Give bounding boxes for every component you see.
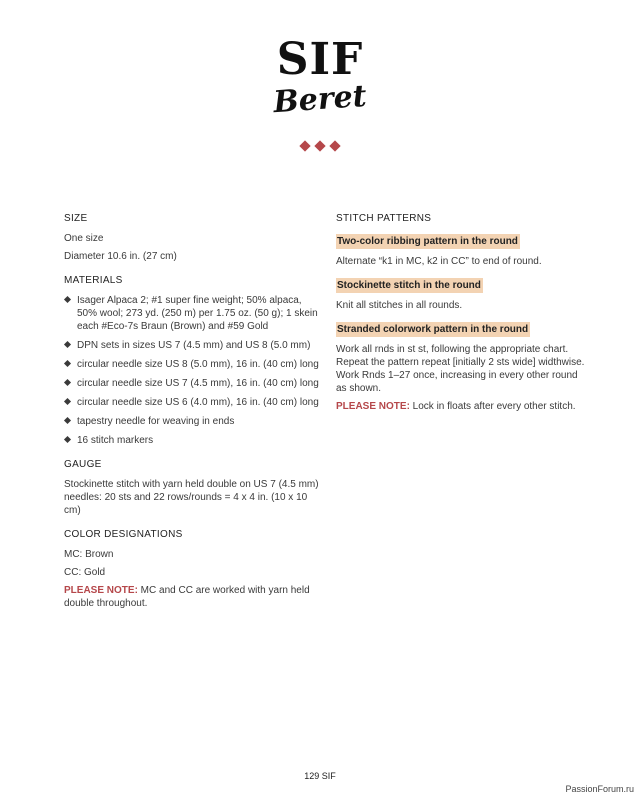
watermark: PassionForum.ru — [565, 784, 634, 794]
list-item — [64, 294, 320, 333]
color-designations-section — [64, 528, 320, 610]
materials-item-text: DPN sets in sizes US 7 (4.5 mm) and US 8 (5.0 mm) — [77, 340, 311, 351]
materials-item-text: tapestry needle for weaving in ends — [77, 416, 235, 427]
pattern-title: Stockinette stitch in the round — [337, 280, 481, 291]
right-column — [336, 212, 586, 423]
list-item — [64, 339, 320, 352]
page-title: SIF — [276, 34, 364, 85]
stitch-patterns-heading: STITCH PATTERNS — [336, 213, 432, 224]
list-item — [64, 358, 320, 371]
materials-heading: MATERIALS — [64, 275, 123, 286]
bullet-diamond-icon — [64, 436, 71, 443]
materials-item-text: 16 stitch markers — [77, 435, 154, 446]
note-text: MC and CC are worked with yarn held double throughout. — [64, 585, 310, 609]
materials-item-text: circular needle size US 7 (4.5 mm), 16 in. (40 cm) long — [77, 378, 319, 389]
bullet-diamond-icon — [64, 417, 71, 424]
bullet-diamond-icon — [64, 341, 71, 348]
pattern-block — [336, 234, 586, 268]
diamond-icon — [299, 140, 310, 151]
size-line: One size — [64, 233, 104, 244]
mc-line: MC: Brown — [64, 549, 114, 560]
page-subtitle: Beret — [272, 78, 368, 121]
diamond-icon — [314, 140, 325, 151]
bullet-diamond-icon — [64, 398, 71, 405]
left-column — [64, 212, 320, 621]
list-item — [64, 396, 320, 409]
materials-section — [64, 274, 320, 447]
gauge-section — [64, 458, 320, 517]
pattern-block — [336, 322, 586, 413]
list-item — [64, 415, 320, 428]
bullet-diamond-icon — [64, 360, 71, 367]
note-text: Lock in floats after every other stitch. — [409, 401, 576, 412]
list-item — [64, 377, 320, 390]
materials-item-text: Isager Alpaca 2; #1 super fine weight; 50% alpaca, 50% wool; 273 yd. (250 m) per 1.75 oz. (50 g); 1 skein each #Eco-7s Braun (Brown) and #59 Gold — [77, 295, 318, 332]
size-section — [64, 212, 320, 263]
materials-list — [64, 294, 320, 447]
gauge-text: Stockinette stitch with yarn held double on US 7 (4.5 mm) needles: 20 sts and 22 rows/rounds = 4 x 4 in. (10 x 10 cm) — [64, 479, 319, 516]
page-number: 129 SIF — [304, 771, 336, 781]
pattern-text: Knit all stitches in all rounds. — [336, 300, 463, 311]
pattern-block — [336, 278, 586, 312]
materials-item-text: circular needle size US 8 (5.0 mm), 16 in. (40 cm) long — [77, 359, 319, 370]
pattern-title: Stranded colorwork pattern in the round — [337, 324, 529, 335]
stitch-note — [336, 400, 586, 413]
diamond-icon — [329, 140, 340, 151]
note-label: PLEASE NOTE: — [336, 401, 410, 412]
bullet-diamond-icon — [64, 296, 71, 303]
list-item — [64, 434, 320, 447]
decorative-diamonds — [0, 140, 640, 152]
gauge-heading: GAUGE — [64, 459, 102, 470]
materials-item-text: circular needle size US 6 (4.0 mm), 16 in. (40 cm) long — [77, 397, 319, 408]
pattern-text: Work all rnds in st st, following the appropriate chart. Repeat the pattern repeat [initially 2 sts wide] widthwise. Work Rnds 1–27 once, increasing in every other round as shown. — [336, 344, 585, 394]
size-heading: SIZE — [64, 213, 88, 224]
note-label: PLEASE NOTE: — [64, 585, 138, 596]
bullet-diamond-icon — [64, 379, 71, 386]
cc-line: CC: Gold — [64, 567, 106, 578]
pattern-text: Alternate “k1 in MC, k2 in CC” to end of round. — [336, 256, 542, 267]
color-designations-heading: COLOR DESIGNATIONS — [64, 529, 183, 540]
pattern-title: Two-color ribbing pattern in the round — [337, 236, 518, 247]
color-note — [64, 584, 320, 610]
size-line: Diameter 10.6 in. (27 cm) — [64, 251, 177, 262]
